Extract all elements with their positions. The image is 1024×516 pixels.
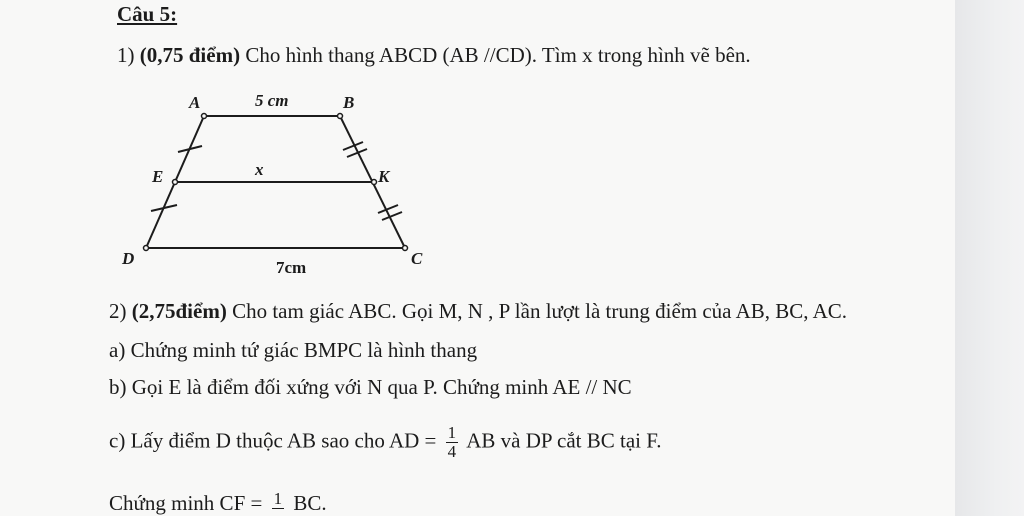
part2-a: a) Chứng minh tứ giác BMPC là hình thang bbox=[109, 338, 478, 362]
length-ab: 5 cm bbox=[255, 91, 289, 110]
fraction-cf-numerator: 1 bbox=[273, 489, 283, 508]
fraction-numerator: 1 bbox=[447, 423, 457, 442]
length-dc: 7cm bbox=[276, 258, 307, 277]
fraction-one-quarter bbox=[446, 424, 459, 461]
point-d bbox=[144, 246, 149, 251]
point-k bbox=[372, 180, 377, 185]
label-k: K bbox=[378, 167, 390, 186]
part2-number: 2) bbox=[109, 299, 127, 323]
tick-kc-2 bbox=[382, 212, 402, 220]
part1-number: 1) bbox=[117, 43, 135, 67]
label-e: E bbox=[152, 167, 164, 186]
label-a: A bbox=[189, 93, 201, 112]
label-b: B bbox=[343, 93, 355, 112]
part2-text: Cho tam giác ABC. Gọi M, N , P lần lượt là trung điểm của AB, BC, AC. bbox=[232, 299, 848, 323]
part2-points: (2,75điểm) bbox=[131, 299, 227, 323]
point-c bbox=[403, 246, 408, 251]
part1-points: (0,75 điểm) bbox=[139, 43, 241, 67]
part2-c-after: AB và DP cắt BC tại F. bbox=[466, 428, 662, 453]
part2-prove-after: BC. bbox=[293, 491, 327, 515]
label-d: D bbox=[122, 249, 135, 268]
page-edge-shadow bbox=[955, 0, 1024, 516]
point-e bbox=[173, 180, 178, 185]
part2-prove-before: Chứng minh CF = bbox=[109, 491, 263, 515]
part2-statement bbox=[109, 299, 847, 324]
part2-b: b) Gọi E là điểm đối xứng với N qua P. Chứng minh AE // NC bbox=[109, 375, 632, 399]
part2-c bbox=[109, 424, 662, 461]
question-title: Câu 5: bbox=[117, 2, 178, 26]
part1-text: Cho hình thang ABCD (AB //CD). Tìm x trong hình vẽ bên. bbox=[245, 43, 751, 67]
fraction-cf bbox=[272, 490, 285, 509]
point-a bbox=[202, 114, 207, 119]
fraction-denominator: 4 bbox=[447, 442, 457, 461]
part2-c-before: c) Lấy điểm D thuộc AB sao cho AD = bbox=[109, 428, 437, 453]
label-c: C bbox=[411, 249, 423, 268]
part2-prove bbox=[109, 491, 327, 516]
length-ek: x bbox=[255, 160, 264, 179]
point-b bbox=[338, 114, 343, 119]
